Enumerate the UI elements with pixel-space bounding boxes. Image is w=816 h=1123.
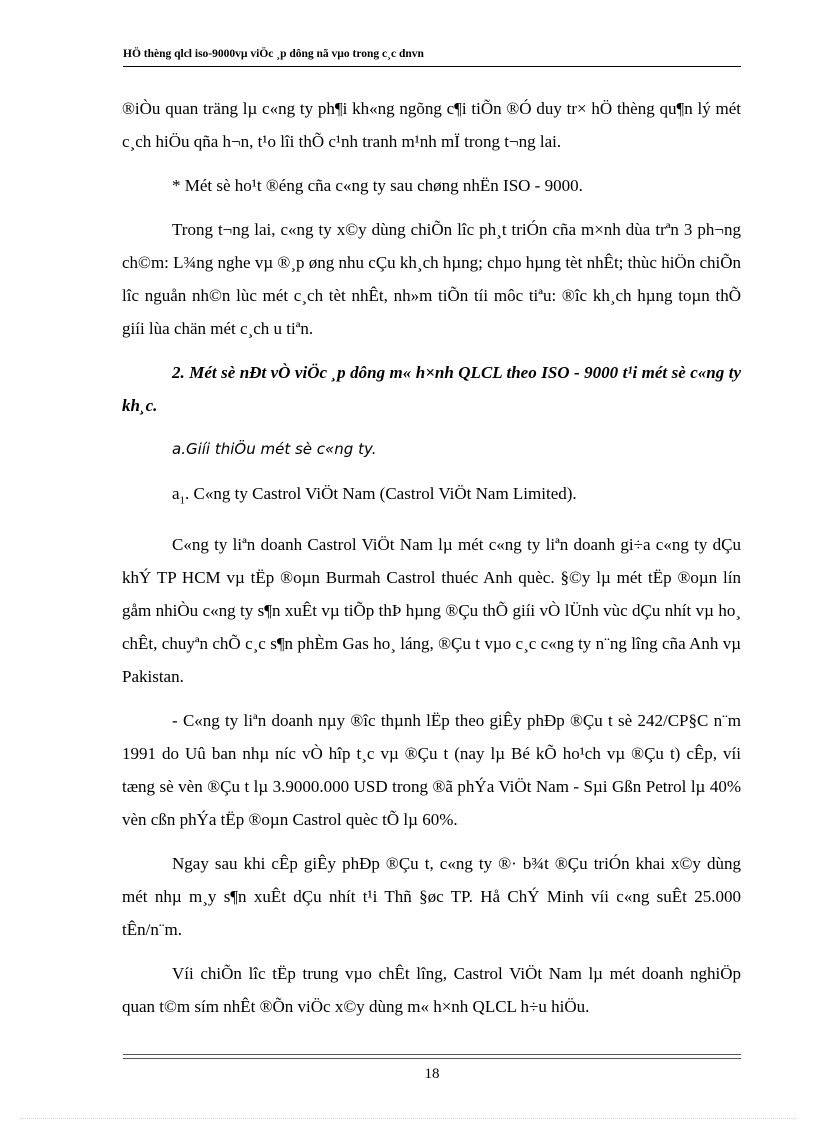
- header-rule: [123, 66, 741, 67]
- company-heading-prefix: a: [172, 484, 180, 503]
- paragraph-activities-intro: * Mét sè ho¹t ®éng cña c«ng ty sau chøng nhËn ISO - 9000.: [172, 176, 583, 195]
- paragraph-license: - C«ng ty liªn doanh nµy ®îc thµnh lËp theo giÊy phÐp ®Çu t sè 242/CP§C n¨m 1991 do Uû ban nhµ níc vÒ hîp t¸c vµ ®Çu t (nay lµ Bé kÕ ho¹ch vµ ®Çu t) cÊp, víi tæng sè vèn ®Çu t lµ 3.9000.000 USD trong ®ã phÝa ViÖt Nam - Sµi Gßn Petrol lµ 40% vèn cßn phÝa tËp ®oµn Castrol quèc tÕ lµ 60%.: [122, 711, 741, 830]
- paragraph-joint-venture: C«ng ty liªn doanh Castrol ViÖt Nam lµ mét c«ng ty liªn doanh gi÷a c«ng ty dÇu khÝ TP HCM vµ tËp ®oµn Burmah Castrol thuéc Anh quèc. §©y lµ mét tËp ®oµn lín gåm nhiÒu c«ng ty s¶n xuÊt vµ tiÕp thÞ hµng ®Çu thÕ giíi vÒ lÜnh vùc dÇu nhít vµ ho¸ chÊt, chuyªn chÕ c¸c s¶n phÈm Gas ho¸ láng, ®Çu t vµo c¸c c«ng ty n¨ng lîng cña Anh vµ Pakistan.: [122, 535, 741, 687]
- company-heading: [122, 477, 741, 517]
- paragraph-strategy: Trong t¬ng lai, c«ng ty x©y dùng chiÕn lîc ph¸t triÓn cña m×nh dùa trªn 3 ph¬ng ch©m: L¾ng nghe vµ ®¸p øng nhu cÇu kh¸ch hµng; chµo hµng tèt nhÊt; thùc hiÖn chiÕn lîc nguån nh©n lùc mét c¸ch tèt nhÊt, nh»m tiÕn tíi môc tiªu: ®îc kh¸ch hµng toµn thÕ giíi lùa chän mét c¸ch u tiªn.: [122, 220, 741, 338]
- document-body: [122, 92, 741, 1034]
- running-header: HÖ thèng qlcl iso-9000vµ viÖc ¸p dông nã vµo trong c¸c dnvn: [123, 48, 424, 60]
- section-heading: 2. Mét sè nÐt vÒ viÖc ¸p dông m« h×nh QLCL theo ISO - 9000 t¹i mét sè c«ng ty kh¸c.: [122, 363, 741, 415]
- page-number: 18: [424, 1066, 440, 1082]
- footer-rule-top: [123, 1054, 741, 1055]
- company-heading-subscript: 1: [179, 494, 186, 507]
- paragraph-factory: Ngay sau khi cÊp giÊy phÐp ®Çu t, c«ng ty ®· b¾t ®Çu triÓn khai x©y dùng mét nhµ m¸y s¶n xuÊt dÇu nhít t¹i Thñ §øc TP. Hå ChÝ Minh víi c«ng suÊt 25.000 tÊn/n¨m.: [122, 854, 741, 940]
- subsection-heading: a.Giíi thiÖu mét sè c«ng ty.: [172, 440, 377, 458]
- paragraph-quality-strategy: Víi chiÕn lîc tËp trung vµo chÊt lîng, Castrol ViÖt Nam lµ mét doanh nghiÖp quan t©m sím nhÊt ®Õn viÖc x©y dùng m« h×nh QLCL h÷u hiÖu.: [122, 964, 741, 1017]
- page-edge-dotted-line: [20, 1118, 796, 1119]
- footer-rule-bottom: [123, 1058, 741, 1059]
- paragraph-continuation: ®iÒu quan träng lµ c«ng ty ph¶i kh«ng ngõng c¶i tiÕn ®Ó duy tr× hÖ thèng qu¶n lý mét c¸ch hiÖu qña h¬n, t¹o lîi thÕ c¹nh tranh m¹nh mÏ trong t¬ng lai.: [122, 99, 741, 151]
- company-heading-text: . C«ng ty Castrol ViÖt Nam (Castrol ViÖt Nam Limited).: [185, 484, 577, 503]
